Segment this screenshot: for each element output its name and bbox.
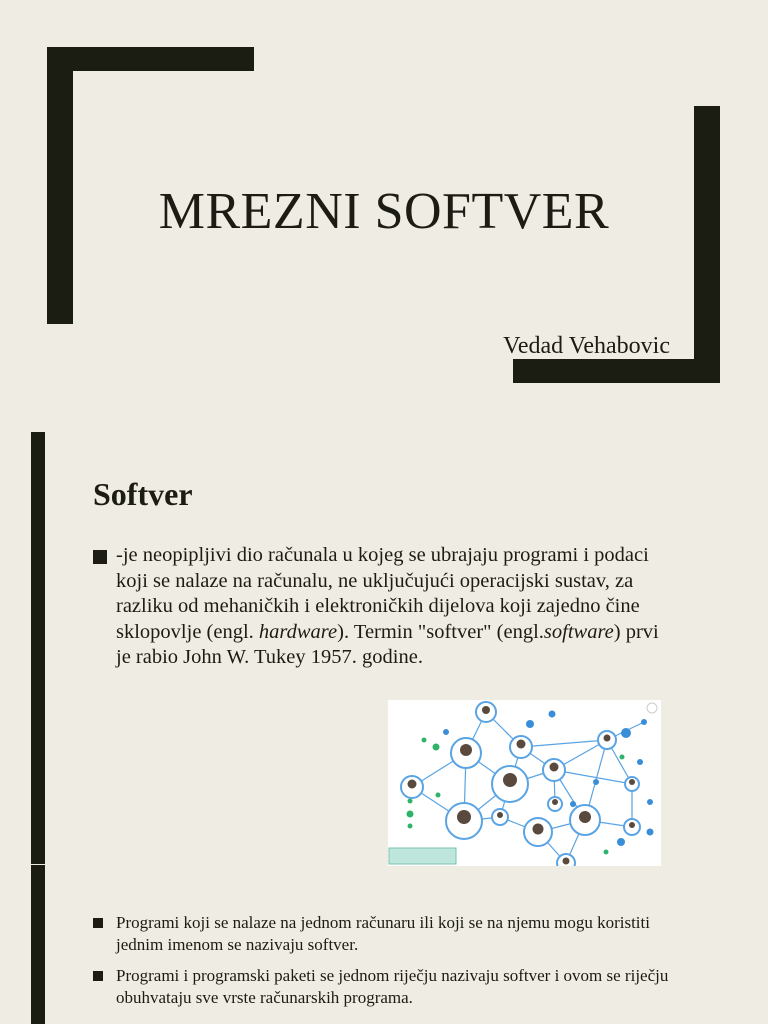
paragraph-text-1: -je neopipljivi dio računala u kojeg se ubrajaju programi i podaci koji se nalaze na računalu, ne uključujući operacijski sustav, za razliku od mehaničkih i elektroničkih dijelova koji zajedno čine sklopovlje (engl.	[116, 544, 649, 643]
content-slide-softver	[0, 432, 768, 864]
people-network-image	[388, 700, 661, 866]
bullet-square	[93, 550, 107, 564]
paragraph-italic-software: software	[543, 620, 614, 643]
bullet-text-2: Programi i programski paketi se jednom riječju nazivaju softver i ovom se riječju obuhvataju sve vrste računarskih programa.	[116, 966, 669, 1007]
bullet-text-1: Programi koji se nalaze na jednom računaru ili koji se na njemu mogu koristiti jednim imenom se nazivaju softver.	[116, 913, 650, 954]
left-accent-bar	[31, 865, 45, 1024]
slide-title: MREZNI SOFTVER	[158, 183, 610, 240]
paragraph-text-3: ) prvi je rabio John W. Tukey 1957. godine.	[116, 620, 659, 668]
definition-paragraph	[116, 543, 676, 671]
slide-author: Vedad Vehabovic	[503, 333, 670, 359]
bullet-square	[93, 971, 103, 981]
paragraph-text-2: ). Termin "softver" (engl.	[337, 620, 544, 643]
frame-bar-top-left-horizontal	[47, 47, 254, 71]
left-accent-bar	[31, 432, 45, 864]
bullet-square	[93, 918, 103, 928]
frame-bar-bottom-right-horizontal	[513, 359, 720, 383]
content-slide-programs	[0, 865, 768, 1024]
paragraph-italic-hardware: hardware	[258, 620, 338, 643]
corner-badge-icon	[647, 703, 657, 713]
network-graph-illustration	[388, 700, 661, 866]
slide-heading: Softver	[93, 476, 193, 512]
caption-box	[389, 848, 456, 864]
title-slide	[0, 0, 768, 420]
network-person-nodes	[401, 702, 640, 866]
frame-bar-bottom-right-vertical	[694, 106, 720, 383]
